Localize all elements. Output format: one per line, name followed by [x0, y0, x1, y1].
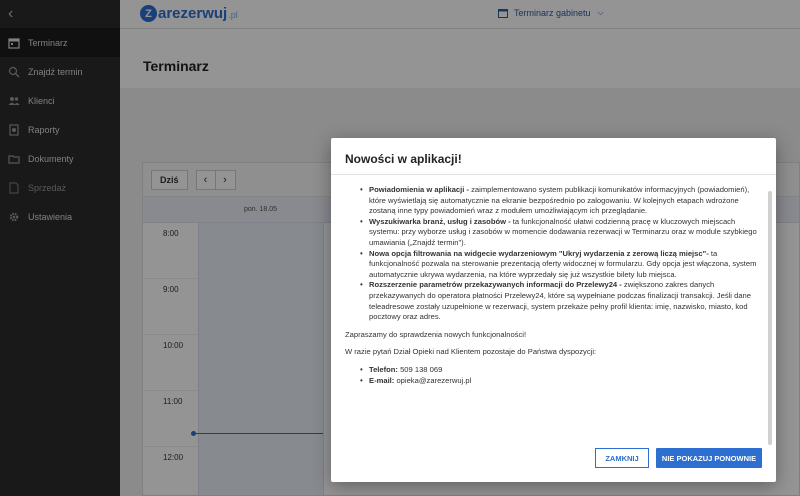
feature-text: zaimplementowano system publikacji komunikatów informacyjnych (powiadomień), które wyświetlają się automatycznie na ekranie bezpośrednio po zalogowaniu. W kolejnych etapach wdrożone zostaną inne typy powiadomień wraz z modułem umożliwiającym ich przeglądanie.: [369, 185, 750, 216]
close-button[interactable]: ZAMKNIJ: [595, 448, 649, 468]
feature-item: [369, 249, 763, 281]
phone-label: Telefon:: [369, 364, 398, 374]
hour-label: 8:00: [143, 223, 198, 279]
feature-title: Rozszerzenie parametrów przekazywanych informacji do Przelewy24 -: [369, 280, 622, 290]
feature-text: zwiększono zakres danych przekazywanych do operatora płatności Przelewy24, które są wypełniane podczas finalizacji transakcji. Jeśli dane teleadresowe zostały uzupełnione w rezerwacji, system przekaże pełny profil klienta: imię, nazwisko, miasto, kod pocztowy oraz adres.: [369, 280, 751, 322]
feature-title: Powiadomienia w aplikacji -: [369, 185, 470, 194]
sidebar-item-label: Terminarz: [28, 37, 68, 48]
contact-list: [345, 365, 763, 386]
feature-item: [369, 185, 763, 217]
day-header: pon. 18.05: [243, 206, 278, 213]
sidebar-item-label: Dokumenty: [28, 153, 74, 164]
hour-label: 10:00: [143, 335, 198, 391]
page-title: Terminarz: [143, 58, 209, 74]
contact-intro: W razie pytań Dział Opieki nad Klientem pozostaje do Państwa dyspozycji:: [345, 347, 597, 357]
sidebar-item-label: Sprzedaż: [28, 182, 67, 193]
chevron-right-icon: ›: [223, 173, 227, 186]
email-label: E-mail:: [369, 375, 395, 385]
feature-text: ta funkcjonalność pozwala na sterowanie prezentacją oferty widocznej w formularzu. Gdy opcja jest włączona, system automatycznie ukrywa wydarzenia, na które wyprzedały się już wszystkie bilety lub miejsca.: [369, 248, 757, 279]
hour-label: 9:00: [143, 279, 198, 335]
modal-divider: [331, 174, 776, 175]
dont-show-again-button[interactable]: NIE POKAZUJ PONOWNIE: [656, 448, 762, 468]
feature-list: [345, 185, 763, 323]
chevron-left-icon: ‹: [8, 5, 14, 22]
hour-label: 11:00: [143, 391, 198, 447]
modal-body: [345, 185, 763, 386]
sidebar-item-label: Klienci: [28, 95, 55, 106]
phone-value[interactable]: 509 138 069: [397, 364, 443, 374]
invite-text: Zapraszamy do sprawdzenia nowych funkcjonalności!: [345, 329, 527, 339]
hour-label: 12:00: [143, 447, 198, 496]
sidebar-item-label: Raporty: [28, 124, 60, 135]
email-value[interactable]: opieka@zarezerwuj.pl: [394, 375, 472, 385]
sidebar-item-label: Znajdź termin: [28, 66, 83, 77]
contact-phone: [369, 365, 763, 376]
feature-title: Nowa opcja filtrowania na widgecie wydarzeniowym "Ukryj wydarzenia z zerową liczą miejsc"-: [369, 248, 709, 258]
modal-title: Nowości w aplikacji!: [345, 152, 462, 166]
logo-text: arezerwuj: [158, 5, 228, 22]
sidebar-item-label: Ustawienia: [28, 211, 73, 222]
modal-scrollbar[interactable]: [768, 191, 772, 445]
feature-item: [369, 217, 763, 249]
feature-item: [369, 280, 763, 322]
today-button[interactable]: Dziś: [151, 170, 188, 190]
calendar-selector-label: Terminarz gabinetu: [514, 8, 591, 18]
feature-text: ta funkcjonalność ułatwi codzienną pracę w kluczowych miejscach systemu: przy wyborze usług i zasobów w momencie dodawania rezerwacji w Terminarzu oraz w module szybkiego umawiania („Znajdź termin").: [369, 216, 757, 247]
news-modal: [331, 138, 776, 482]
logo-mark: Z: [140, 5, 157, 22]
contact-email: [369, 376, 763, 387]
chevron-down-icon: ⌵: [597, 8, 604, 17]
chevron-left-icon: ‹: [203, 173, 208, 186]
logo-tld: .pl: [228, 10, 238, 20]
feature-title: Wyszukiwarka branż, usług i zasobów -: [369, 216, 511, 226]
